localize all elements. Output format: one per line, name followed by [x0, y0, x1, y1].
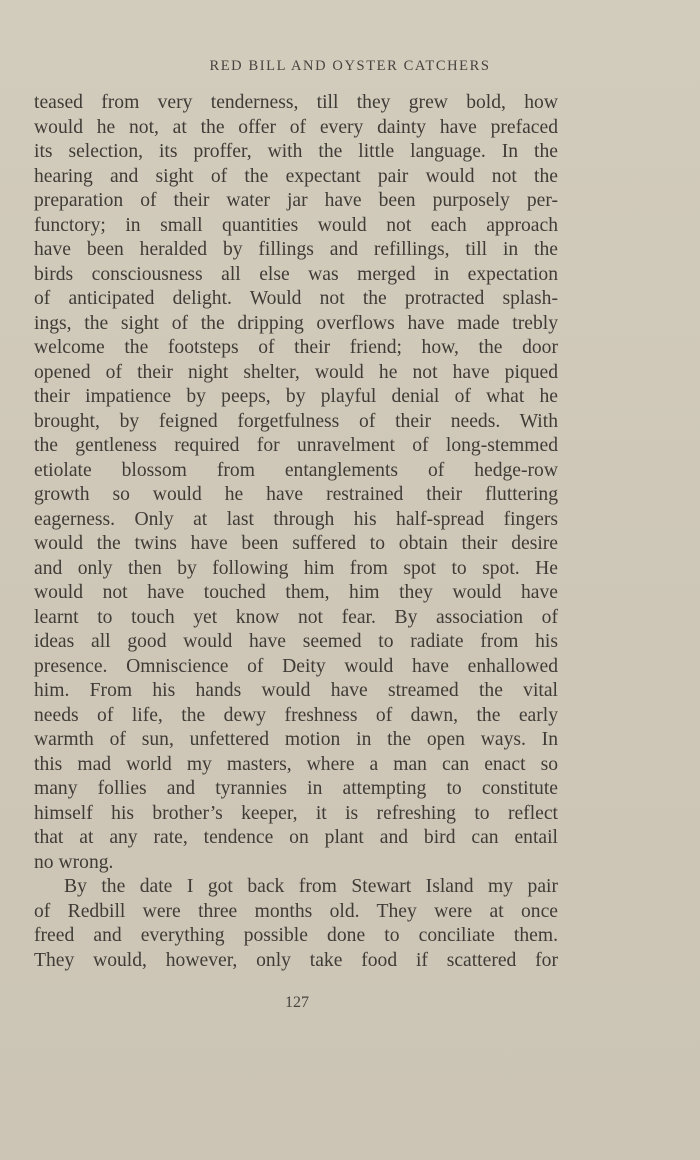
text-line: teased from very tenderness, till they grew bold, how: [34, 92, 558, 113]
text-line: etiolate blossom from entanglements of hedge-row: [34, 459, 558, 481]
text-line: would he not, at the offer of every dainty have prefaced: [34, 116, 558, 138]
text-line: learnt to touch yet know not fear. By association of: [34, 606, 558, 628]
text-line: needs of life, the dewy freshness of dawn, the early: [34, 704, 558, 726]
text-line: warmth of sun, unfettered motion in the open ways. In: [34, 729, 558, 750]
text-line: of anticipated delight. Would not the protracted splash-: [34, 288, 558, 309]
text-line: many follies and tyrannies in attempting to constitute: [34, 778, 558, 799]
text-line: of Redbill were three months old. They were at once: [34, 900, 558, 922]
text-line: ideas all good would have seemed to radiate from his: [34, 631, 558, 652]
text-line: brought, by feigned forgetfulness of their needs. With: [34, 410, 558, 432]
text-line: no wrong.: [34, 851, 114, 873]
paragraph-1: [34, 91, 558, 875]
text-line: growth so would he have restrained their fluttering: [34, 484, 558, 505]
text-line: eagerness. Only at last through his half-spread fingers: [34, 508, 558, 530]
text-line: preparation of their water jar have been purposely per-: [34, 190, 558, 211]
paragraph-2: [34, 875, 558, 973]
text-line: functory; in small quantities would not each approach: [34, 214, 558, 236]
text-line: presence. Omniscience of Deity would have enhallowed: [34, 655, 558, 677]
running-head: RED BILL AND OYSTER CATCHERS: [209, 58, 491, 74]
body-text: [34, 91, 558, 973]
text-line: and only then by following him from spot to spot. He: [34, 557, 558, 579]
text-line: would not have touched them, him they would have: [34, 582, 558, 603]
text-line: himself his brother’s keeper, it is refreshing to reflect: [34, 802, 558, 824]
text-line: freed and everything possible done to conciliate them.: [34, 925, 558, 946]
text-line: their impatience by peeps, by playful denial of what he: [34, 386, 558, 407]
page-number: 127: [285, 994, 309, 1011]
text-line: its selection, its proffer, with the little language. In the: [34, 141, 558, 162]
text-line: birds consciousness all else was merged in expectation: [34, 263, 558, 285]
text-line: the gentleness required for unravelment of long-stemmed: [34, 435, 558, 456]
text-line: welcome the footsteps of their friend; how, the door: [34, 337, 558, 358]
text-line: opened of their night shelter, would he not have piqued: [34, 361, 558, 383]
text-line: him. From his hands would have streamed the vital: [34, 680, 558, 701]
text-line: They would, however, only take food if scattered for: [34, 949, 558, 971]
text-line: hearing and sight of the expectant pair would not the: [34, 165, 558, 187]
text-line: would the twins have been suffered to obtain their desire: [34, 533, 558, 554]
text-line: By the date I got back from Stewart Island my pair: [64, 876, 558, 897]
text-line: that at any rate, tendence on plant and bird can entail: [34, 827, 558, 848]
text-line: ings, the sight of the dripping overflows have made trebly: [34, 312, 558, 334]
text-line: have been heralded by fillings and refillings, till in the: [34, 239, 558, 260]
text-line: this mad world my masters, where a man can enact so: [34, 753, 558, 775]
